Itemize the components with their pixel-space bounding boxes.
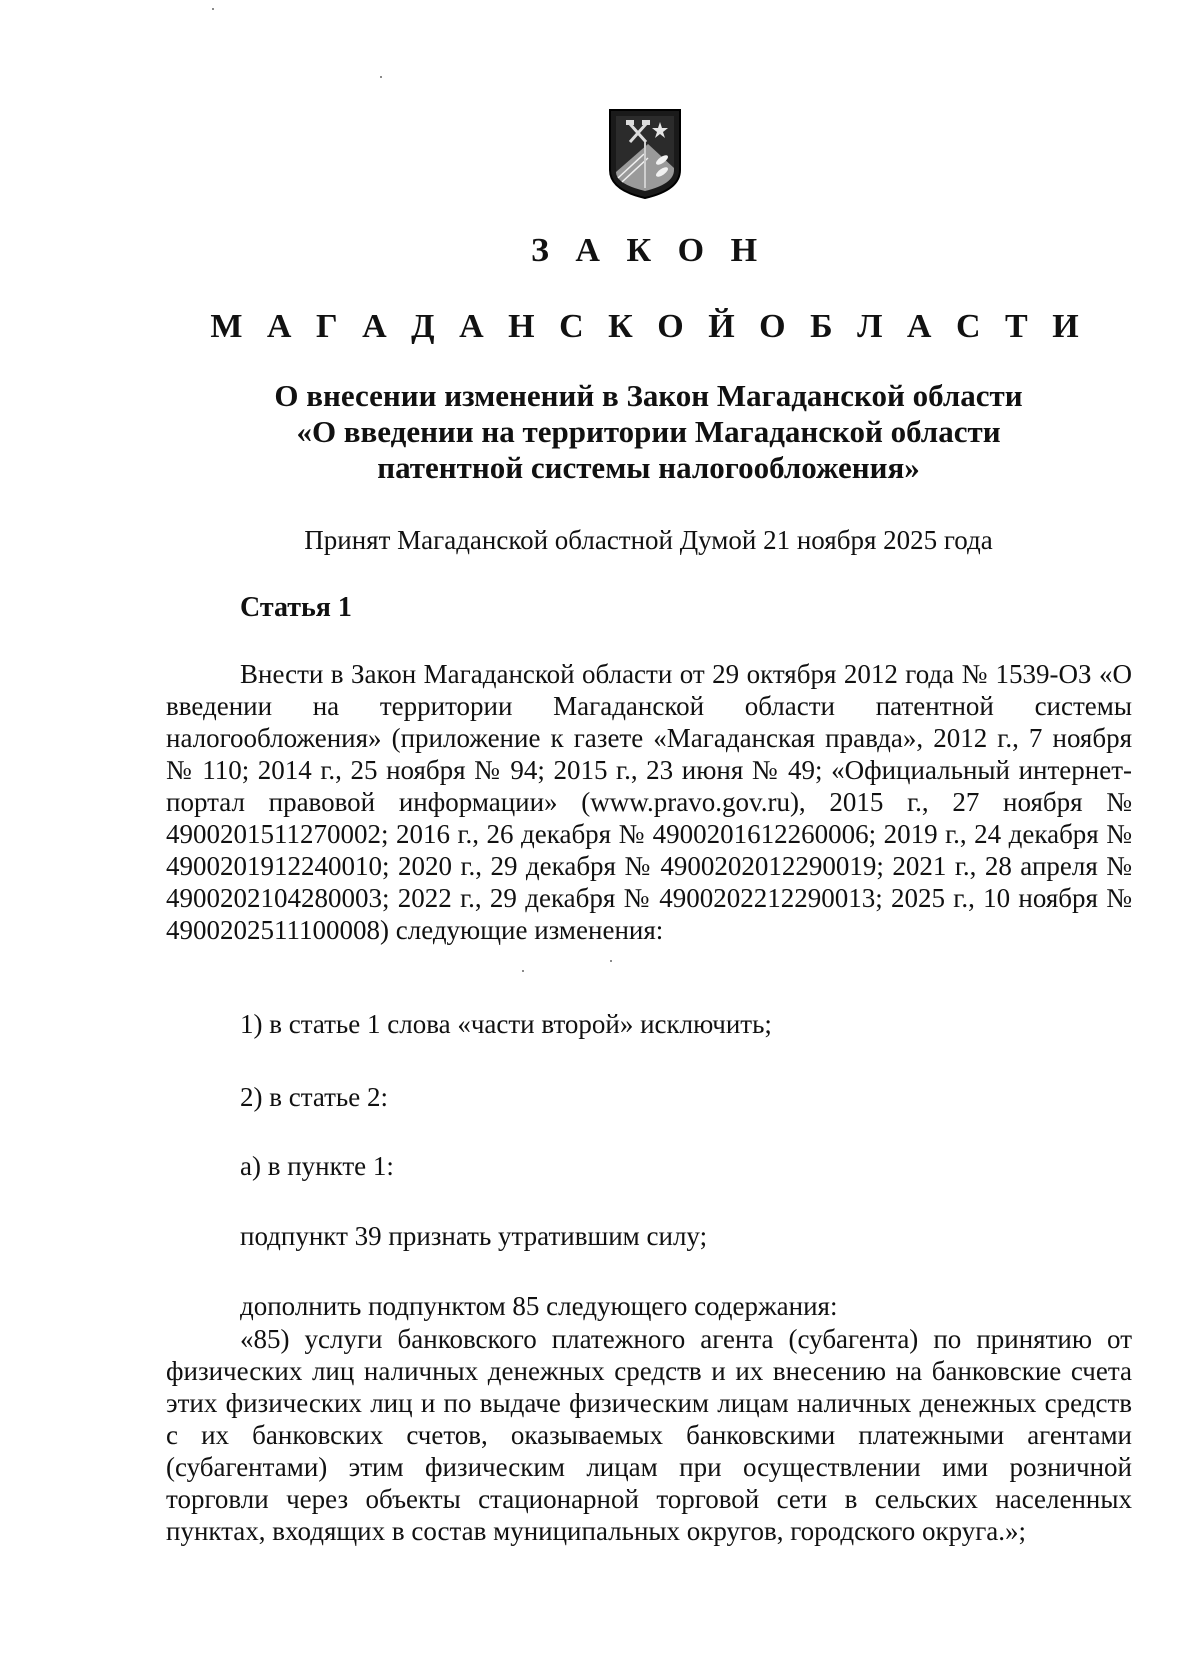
paragraph-add-85: дополнить подпунктом 85 следующего содержания: (240, 1291, 838, 1321)
document-subject (0, 378, 1200, 486)
scan-speck (380, 76, 382, 78)
document-region: М А Г А Д А Н С К О Й О Б Л А С Т И (210, 308, 1087, 345)
adoption-note: Принят Магаданской областной Думой 21 ноября 2025 года (304, 525, 993, 555)
subject-line-1: О внесении изменений в Закон Магаданской области (274, 378, 1023, 413)
paragraph-subpoint-85: «85) услуги банковского платежного агента (субагента) по принятию от физических лиц наличных денежных средств и их внесению на банковские счета этих физических лиц и по выдаче физическим лицам наличных денежных средств с их банковских счетов, оказываемых банковскими платежными агентами (субагентами) этим физическим лицам при осуществлении ими розничной торговли через объекты стационарной торговой сети в сельских населенных пунктах, входящих в состав муниципальных округов, городского округа.»; (166, 1324, 1132, 1546)
coat-of-arms-icon (608, 108, 682, 200)
subject-line-3: патентной системы налогообложения» (377, 450, 920, 485)
paragraph-subpoint-39: подпункт 39 признать утратившим силу; (240, 1221, 708, 1251)
paragraph-intro: Внести в Закон Магаданской области от 29 октября 2012 года № 1539-ОЗ «О введении на территории Магаданской области патентной системы налогообложения» (приложение к газете «Магаданская правда», 2012 г., 7 ноября № 110; 2014 г., 25 ноября № 94; 2015 г., 23 июня № 49; «Официальный интернет-портал правовой информации» (www.pravo.gov.ru), 2015 г., 27 ноября № 4900201511270002; 2016 г., 26 декабря № 4900201612260006; 2019 г., 24 декабря № 4900201912240010; 2020 г., 29 декабря № 4900202012290019; 2021 г., 28 апреля № 4900202104280003; 2022 г., 29 декабря № 4900202212290013; 2025 г., 10 ноября № 4900202511100008) следующие изменения: (166, 659, 1132, 945)
paragraph-item-1: 1) в статье 1 слова «части второй» исключить; (240, 1009, 772, 1039)
scan-speck (212, 8, 214, 10)
scan-speck (522, 970, 524, 972)
subject-line-2: «О введении на территории Магаданской области (296, 414, 1001, 449)
paragraph-item-2a: а) в пункте 1: (240, 1151, 394, 1181)
article-heading: Статья 1 (240, 592, 352, 623)
scan-speck (610, 960, 612, 962)
paragraph-item-2: 2) в статье 2: (240, 1082, 388, 1112)
document-title: З А К О Н (530, 232, 767, 269)
